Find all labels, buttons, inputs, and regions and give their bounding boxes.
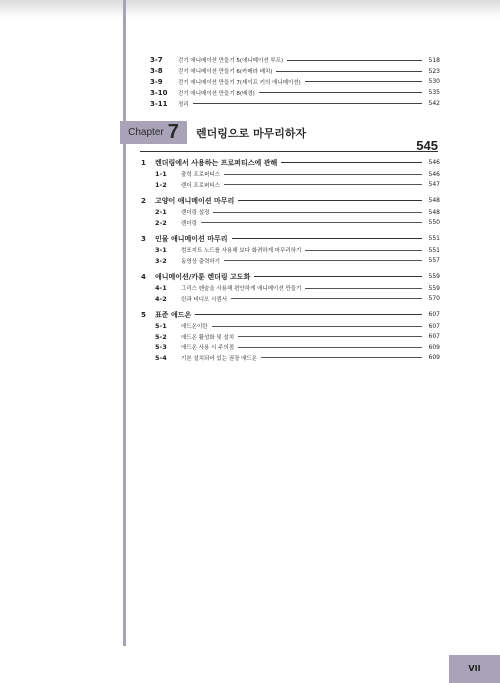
subsection-list (141, 245, 440, 266)
entry-page: 607 (428, 322, 440, 330)
entry-title: 걷기 애니메이션 만들기 6(카메라 배치) (178, 69, 273, 76)
toc-entry[interactable] (155, 294, 440, 305)
toc-entry[interactable] (155, 321, 440, 332)
section-heading[interactable] (141, 156, 440, 169)
entry-page: 518 (428, 56, 440, 64)
chapter-number: 7 (167, 121, 179, 143)
toc-entry[interactable] (155, 245, 440, 256)
entry-number: 3-11 (150, 99, 168, 108)
section-number: 4 (141, 272, 146, 281)
toc-entry[interactable] (150, 77, 440, 88)
leader-line (305, 81, 422, 82)
toc-entry[interactable] (155, 218, 440, 229)
chapter-label: Chapter (128, 127, 164, 138)
entry-page: 609 (428, 354, 440, 362)
section-number: 1 (141, 158, 146, 167)
leader-line (232, 238, 423, 239)
entry-title: 애드온 활성화 및 설치 (181, 334, 235, 341)
chapter-toc (141, 156, 440, 367)
entry-number: 2-2 (155, 218, 167, 227)
section-title: 표준 애드온 (155, 310, 192, 319)
entry-number: 3-10 (150, 88, 168, 97)
subsection-list (141, 283, 440, 304)
leader-line (238, 347, 422, 348)
leader-line (261, 357, 422, 358)
entry-title: 린과 비디오 시퀀서 (181, 296, 228, 303)
entry-page: 542 (428, 100, 440, 108)
toc-entry[interactable] (155, 342, 440, 353)
page-number: VII (468, 664, 481, 673)
toc-section (141, 156, 440, 190)
entry-number: 5-3 (155, 343, 167, 352)
chapter-title[interactable]: 렌더링으로 마무리하자 (196, 127, 307, 140)
subsection-list (141, 321, 440, 363)
entry-number: 5-1 (155, 322, 167, 331)
section-page: 546 (428, 159, 440, 166)
leader-line (224, 260, 422, 261)
leader-line (201, 222, 422, 223)
subsection-list (141, 169, 440, 190)
entry-title: 애드온 사용 시 주의점 (181, 345, 235, 352)
entry-title: 애드온이란 (181, 324, 208, 331)
toc-entry[interactable] (155, 256, 440, 267)
leader-line (254, 276, 422, 277)
entry-page: 548 (428, 208, 440, 216)
toc-entry[interactable] (155, 169, 440, 180)
section-title: 고양이 애니메이션 마무리 (155, 196, 235, 205)
leader-line (238, 336, 422, 337)
entry-page: 547 (428, 181, 440, 189)
toc-entry[interactable] (150, 98, 440, 109)
section-heading[interactable] (141, 194, 440, 207)
toc-section (141, 308, 440, 363)
entry-number: 5-4 (155, 353, 167, 362)
section-heading[interactable] (141, 270, 440, 283)
entry-title: 걷기 애니메이션 만들기 8(배경) (178, 90, 255, 97)
entry-page: 607 (428, 333, 440, 341)
leader-line (276, 71, 422, 72)
leader-line (281, 162, 422, 163)
leader-line (212, 326, 422, 327)
entry-title: 기본 설치되어 있는 권장 애드온 (181, 355, 258, 362)
toc-entry[interactable] (150, 87, 440, 98)
entry-number: 2-1 (155, 208, 167, 217)
entry-page: 609 (428, 343, 440, 351)
section-heading[interactable] (141, 232, 440, 245)
entry-number: 3-7 (150, 56, 163, 65)
leader-line (231, 298, 422, 299)
leader-line (287, 60, 422, 61)
toc-entry[interactable] (155, 207, 440, 218)
section-page: 559 (428, 273, 440, 280)
entry-number: 4-1 (155, 284, 167, 293)
entry-page: 570 (428, 295, 440, 303)
section-number: 2 (141, 196, 146, 205)
entry-number: 3-9 (150, 77, 163, 86)
toc-section (141, 270, 440, 304)
entry-title: 컴포지트 노드를 사용해 보다 화려하게 마무리하기 (181, 248, 302, 255)
leader-line (238, 200, 422, 201)
entry-number: 3-8 (150, 67, 163, 76)
section-title: 렌더링에서 사용하는 프로퍼티스에 관해 (155, 158, 278, 167)
entry-number: 1-2 (155, 180, 167, 189)
toc-section (141, 194, 440, 228)
section-title: 애니메이션/카툰 렌더링 고도화 (155, 272, 251, 281)
entry-title: 렌더링 (181, 220, 197, 227)
entry-title: 동영상 출력하기 (181, 258, 220, 265)
section-title: 인물 애니메이션 마무리 (155, 234, 228, 243)
entry-page: 535 (428, 89, 440, 97)
left-margin-bar (123, 0, 126, 646)
chapter-badge (120, 121, 187, 144)
leader-line (193, 103, 422, 104)
toc-entry[interactable] (155, 353, 440, 364)
entry-number: 4-2 (155, 294, 167, 303)
entry-page: 550 (428, 219, 440, 227)
toc-section (141, 232, 440, 266)
leader-line (224, 184, 422, 185)
entry-page: 551 (428, 246, 440, 254)
entry-title: 걷기 애니메이션 만들기 7(셰이프 키의 애니메이션) (178, 79, 301, 86)
chapter-page-number: 545 (416, 138, 438, 153)
entry-page: 559 (428, 284, 440, 292)
entry-title: 렌더링 설정 (181, 210, 210, 217)
section-page: 607 (428, 311, 440, 318)
leader-line (213, 212, 422, 213)
toc-entry[interactable] (155, 332, 440, 343)
entry-number: 3-2 (155, 256, 167, 265)
toc-entry[interactable] (155, 180, 440, 191)
leader-line (305, 288, 422, 289)
subsection-list (141, 207, 440, 228)
chapter-divider (140, 151, 438, 152)
entry-number: 1-1 (155, 170, 167, 179)
toc-entry[interactable] (150, 66, 440, 77)
leader-line (224, 174, 422, 175)
toc-entry[interactable] (155, 283, 440, 294)
entry-title: 그리스 펜슬을 사용해 편안하게 애니메이션 만들기 (181, 286, 302, 293)
entry-title: 걷기 애니메이션 만들기 5(애니메이션 루프) (178, 58, 284, 65)
leader-line (195, 314, 422, 315)
entry-number: 3-1 (155, 246, 167, 255)
entry-page: 557 (428, 257, 440, 265)
toc-entry[interactable] (150, 55, 440, 66)
entry-page: 523 (428, 67, 440, 75)
entry-page: 546 (428, 170, 440, 178)
section-number: 5 (141, 310, 146, 319)
entry-number: 5-2 (155, 332, 167, 341)
section-number: 3 (141, 234, 146, 243)
section-heading[interactable] (141, 308, 440, 321)
leader-line (305, 250, 422, 251)
top-page-shadow (0, 0, 500, 18)
previous-chapter-entries (150, 55, 440, 109)
entry-title: 렌더 프로퍼티스 (181, 182, 220, 189)
section-page: 548 (428, 197, 440, 204)
section-page: 551 (428, 235, 440, 242)
entry-title: 출력 프로퍼티스 (181, 172, 220, 179)
entry-page: 530 (428, 78, 440, 86)
entry-title: 정리 (178, 101, 189, 108)
leader-line (259, 92, 422, 93)
